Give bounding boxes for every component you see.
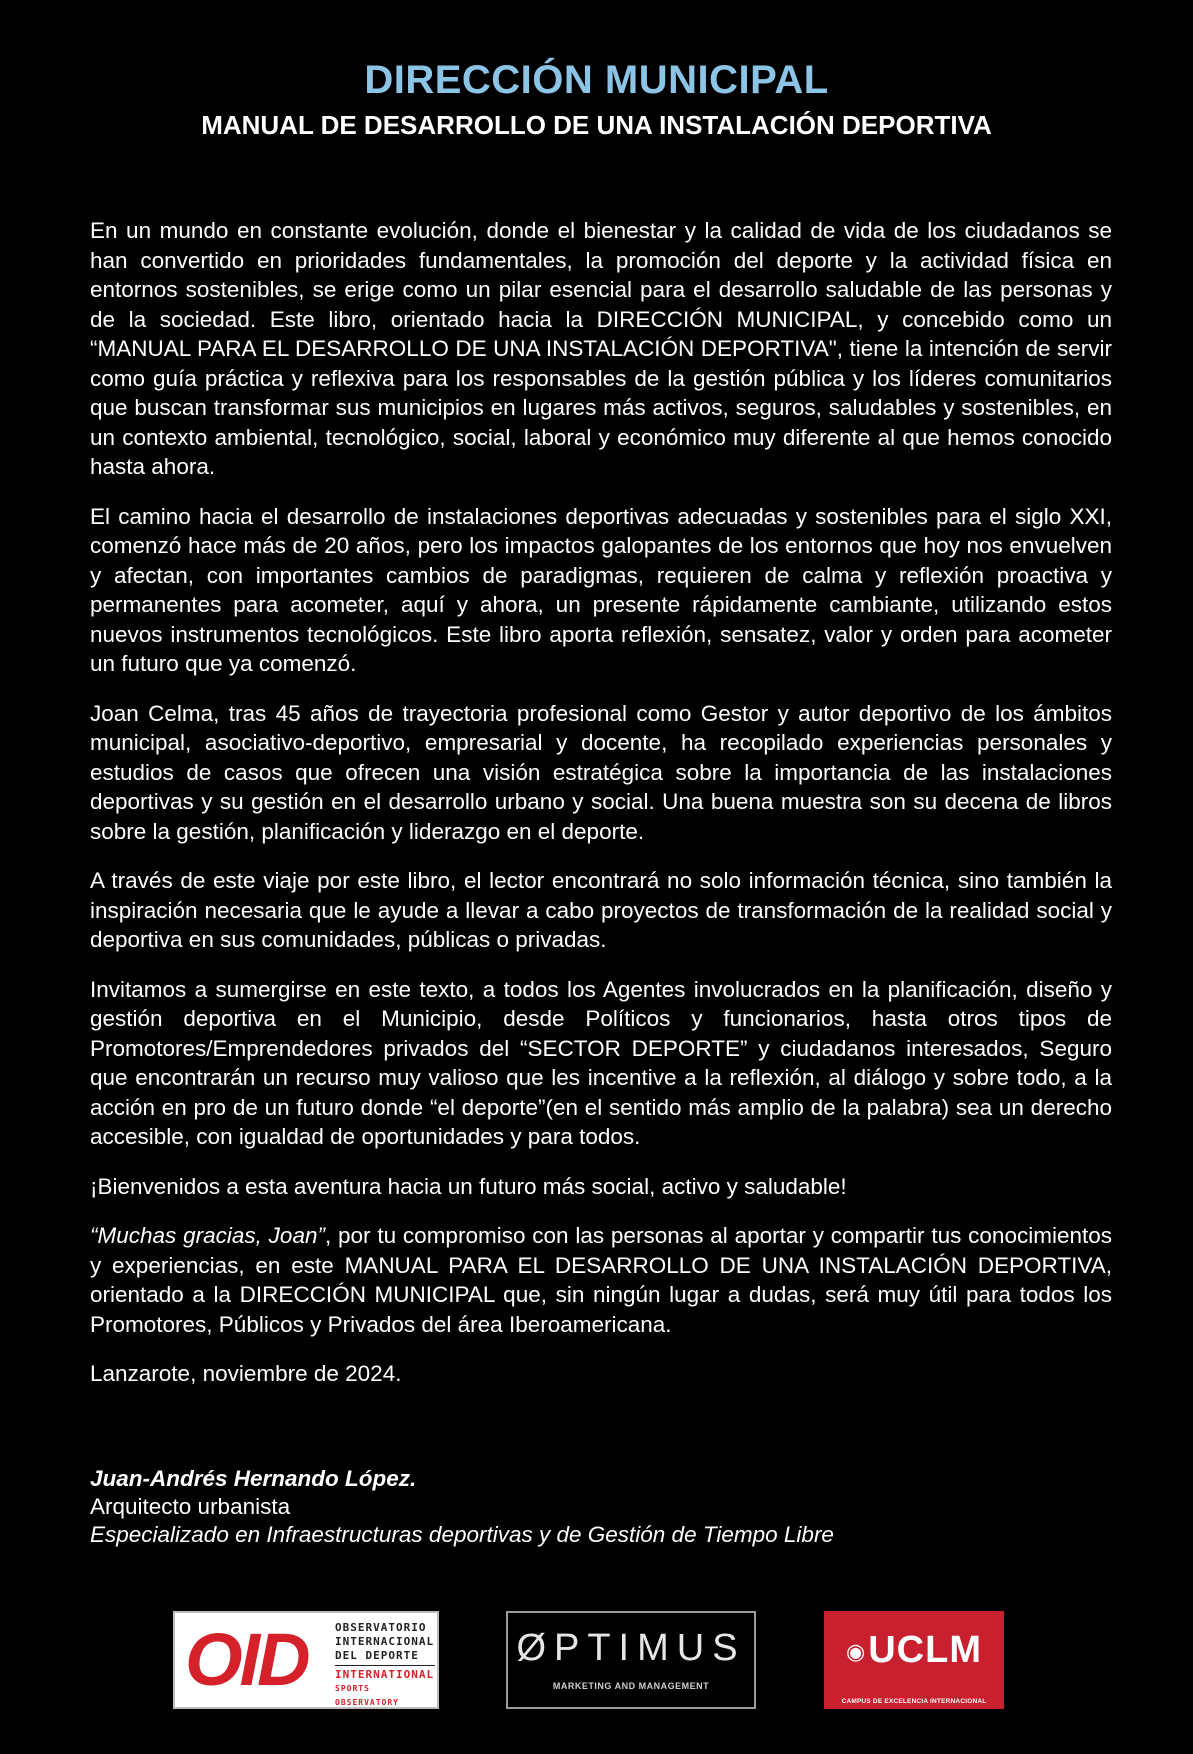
signature-specialty: Especializado en Infraestructuras deportivas y de Gestión de Tiempo Libre xyxy=(90,1522,834,1547)
oid-line3: DEL DEPORTE xyxy=(335,1649,419,1662)
paragraph-welcome: ¡Bienvenidos a esta aventura hacia un futuro más social, activo y saludable! xyxy=(90,1173,847,1199)
oid-line5: SPORTS OBSERVATORY xyxy=(335,1684,399,1707)
thanks-text: , por tu compromiso con las personas al aportar y compartir tus conocimientos y experiencias, en este MANUAL PARA EL DESARROLLO DE UNA INSTALACIÓN DEPORTIVA, orientado a la DIRECCIÓN MUNICIPAL que, sin ningún lugar a dudas, será muy útil para todos los Promotores, Públicos y Privados del área Iberoamericana. xyxy=(90,1223,1112,1337)
paragraph: El camino hacia el desarrollo de instalaciones deportivas adecuadas y sostenibles para el siglo XXI, comenzó hace más de 20 años, pero los impactos galopantes de los entornos que hoy nos envuelven y afectan, con importantes cambios de paradigmas, requieren de calma y reflexión proactiva y permanentes para acometer, aquí y ahora, un presente rápidamente cambiante, utilizando estos nuevos instrumentos tecnológicos. Este libro aporta reflexión, sensatez, valor y orden para acometer un futuro que ya comenzó. xyxy=(90,503,1112,676)
paragraph: A través de este viaje por este libro, el lector encontrará no solo información técnica, sino también la inspiración necesaria que le ayude a llevar a cabo proyectos de transformación de la realidad social y deportiva en sus comunidades, públicas o privadas. xyxy=(90,868,1112,952)
oid-line1: OBSERVATORIO xyxy=(335,1621,427,1634)
uclm-logo-word xyxy=(824,1629,1004,1672)
signature-block xyxy=(90,1465,1112,1549)
optimus-logo-word: ØPTIMUS xyxy=(516,1627,746,1669)
uclm-emblem-icon: ◉ xyxy=(846,1638,867,1664)
uclm-logo xyxy=(824,1611,1004,1709)
oid-line4: INTERNATIONAL xyxy=(335,1668,435,1681)
oid-logo xyxy=(173,1611,439,1709)
signature-name: Juan-Andrés Hernando López. xyxy=(90,1466,417,1491)
body-text xyxy=(90,216,1112,1409)
place-date: Lanzarote, noviembre de 2024. xyxy=(90,1361,402,1386)
oid-divider xyxy=(335,1665,435,1666)
uclm-word: UCLM xyxy=(868,1629,982,1671)
paragraph-thanks xyxy=(90,1221,1112,1339)
optimus-logo xyxy=(506,1611,756,1709)
page-subtitle: MANUAL DE DESARROLLO DE UNA INSTALACIÓN DEPORTIVA xyxy=(201,110,992,140)
optimus-logo-sub: MARKETING AND MANAGEMENT xyxy=(552,1681,710,1691)
uclm-logo-sub: CAMPUS DE EXCELENCIA INTERNACIONAL xyxy=(841,1698,987,1705)
signature-role: Arquitecto urbanista xyxy=(90,1494,291,1519)
oid-line2: INTERNACIONAL xyxy=(335,1635,435,1648)
paragraph: Joan Celma, tras 45 años de trayectoria profesional como Gestor y autor deportivo de los ámbitos municipal, asociativo-deportivo, empresarial y docente, ha recopilado experiencias personales y estudios de casos que ofrecen una visión estratégica sobre la importancia de las instalaciones deportivas y su gestión en el desarrollo urbano y social. Una buena muestra son su decena de libros sobre la gestión, planificación y liderazgo en el deporte. xyxy=(90,700,1112,844)
thanks-quote: “Muchas gracias, Joan” xyxy=(90,1223,325,1248)
oid-logo-text xyxy=(335,1621,435,1710)
oid-logo-mark: OID xyxy=(185,1618,308,1701)
paragraph: Invitamos a sumergirse en este texto, a todos los Agentes involucrados en la planificación, diseño y gestión deportiva en el Municipio, desde Políticos y funcionarios, hasta otros tipos de Promotores/Emprendedores privados del “SECTOR DEPORTE” y ciudadanos interesados, Seguro que encontrarán un recurso muy valioso que les incentive a la reflexión, al diálogo y sobre todo, a la acción en pro de un futuro donde “el deporte”(en el sentido más amplio de la palabra) sea un derecho accesible, con igualdad de oportunidades y para todos. xyxy=(90,976,1112,1149)
paragraph: En un mundo en constante evolución, donde el bienestar y la calidad de vida de los ciudadanos se han convertido en prioridades fundamentales, la promoción del deporte y la actividad física en entornos sostenibles, se erige como un pilar esencial para el desarrollo saludable de las personas y de la sociedad. Este libro, orientado hacia la DIRECCIÓN MUNICIPAL, y concebido como un “MANUAL PARA EL DESARROLLO DE UNA INSTALACIÓN DEPORTIVA", tiene la intención de servir como guía práctica y reflexiva para los responsables de la gestión pública y los líderes comunitarios que buscan transformar sus municipios en lugares más activos, seguros, saludables y sostenibles, en un contexto ambiental, tecnológico, social, laboral y económico muy diferente al que hemos conocido hasta ahora. xyxy=(90,218,1112,479)
page-title: DIRECCIÓN MUNICIPAL xyxy=(364,58,829,102)
